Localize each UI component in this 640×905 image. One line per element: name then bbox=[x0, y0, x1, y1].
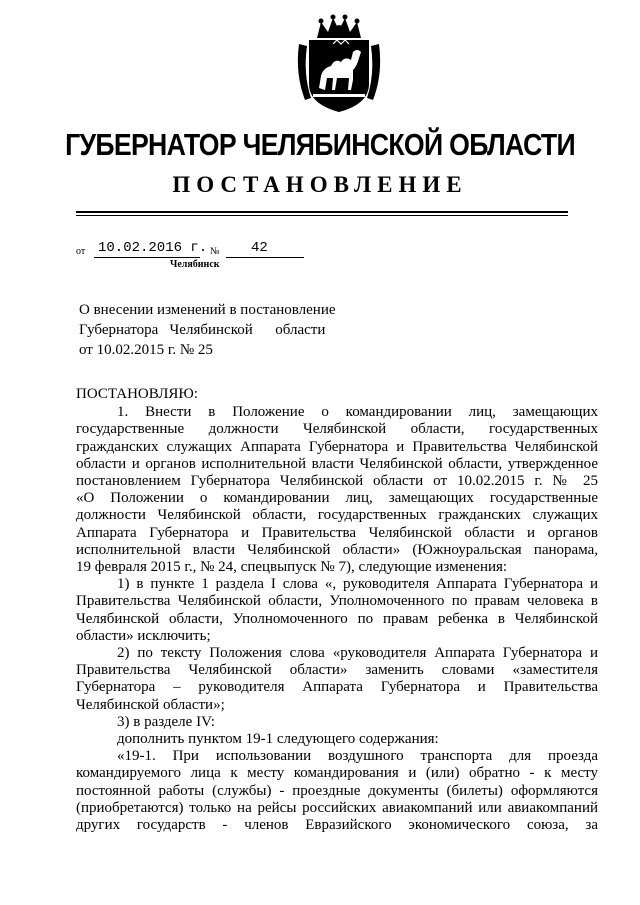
city: Челябинск bbox=[170, 259, 220, 270]
body-line: Челябинской области»; bbox=[76, 696, 225, 713]
subject-line: Губернатора Челябинской области bbox=[79, 322, 326, 338]
body-line: области» исключить; bbox=[76, 627, 211, 644]
date-underline bbox=[94, 257, 200, 258]
body-line: должности Челябинской области, государственных гражданских служащих bbox=[76, 507, 598, 524]
body-line: Челябинской области, Уполномоченного по правам ребенка в Челябинской bbox=[76, 610, 598, 627]
document-date: 10.02.2016 г. bbox=[98, 240, 208, 256]
body-line: дополнить пунктом 19-1 следующего содержания: bbox=[117, 731, 439, 748]
body-line: «19-1. При использовании воздушного транспорта для проезда bbox=[117, 748, 598, 765]
body-line: Правительства Челябинской области, Уполномоченного по правам человека в bbox=[76, 593, 598, 610]
body-line: командируемого лица к месту командирования и (или) обратно - к месту bbox=[76, 765, 598, 782]
number-prefix: № bbox=[210, 246, 220, 257]
decree-heading: ПОСТАНОВЛЯЮ: bbox=[76, 386, 198, 402]
document-subject bbox=[79, 300, 336, 360]
body-line: «О Положении о командировании лиц, замещающих государственные bbox=[76, 490, 598, 507]
subject-line: от 10.02.2015 г. № 25 bbox=[79, 342, 213, 358]
body-line: 1. Внести в Положение о командировании лиц, замещающих bbox=[117, 404, 598, 421]
body-line: постановлением Губернатора Челябинской области от 10.02.2015 г. № 25 bbox=[76, 473, 598, 490]
header-rule bbox=[76, 211, 568, 213]
body-line: государственные должности Челябинской области, государственных bbox=[76, 421, 598, 438]
body-line: Правительства Челябинской области» заменить словами «заместителя bbox=[76, 662, 598, 679]
body-line: Аппарата Губернатора и Правительства Челябинской области и органов bbox=[76, 524, 598, 541]
body-line: Губернатора – руководителя Аппарата Губернатора и Правительства bbox=[76, 679, 598, 696]
body-line: 19 февраля 2015 г., № 24, спецвыпуск № 7), следующие изменения: bbox=[76, 559, 508, 576]
body-line: исполнительной власти Челябинской области» (Южноуральская панорама, bbox=[76, 541, 598, 558]
number-underline bbox=[226, 257, 304, 258]
body-line: 1) в пункте 1 раздела I слова «, руководителя Аппарата Губернатора и bbox=[117, 576, 598, 593]
body-line: других государств - членов Евразийского экономического союза, за bbox=[76, 817, 598, 834]
body-line: гражданских служащих Аппарата Губернатора и Правительства Челябинской bbox=[76, 438, 598, 455]
org-title: ГУБЕРНАТОР ЧЕЛЯБИНСКОЙ ОБЛАСТИ bbox=[65, 127, 575, 162]
body-line: области и органов исполнительной власти Челябинской области, утвержденное bbox=[76, 455, 598, 472]
chelyabinsk-coat-of-arms-icon bbox=[293, 14, 385, 114]
document-type: ПОСТАНОВЛЕНИЕ bbox=[172, 172, 468, 197]
document-body bbox=[76, 386, 598, 834]
date-prefix: от bbox=[76, 246, 86, 257]
subject-line: О внесении изменений в постановление bbox=[79, 302, 336, 318]
body-line: 3) в разделе IV: bbox=[117, 713, 215, 730]
document-number: 42 bbox=[251, 240, 268, 256]
body-line: постоянной работы (службы) - проездные документы (билеты) оформляются bbox=[76, 782, 598, 799]
body-line: 2) по тексту Положения слова «руководителя Аппарата Губернатора и bbox=[117, 645, 598, 662]
body-line: (приобретаются) только на рейсы российских авиакомпаний или авиакомпаний bbox=[76, 799, 598, 816]
header-rule-thin bbox=[76, 215, 568, 216]
